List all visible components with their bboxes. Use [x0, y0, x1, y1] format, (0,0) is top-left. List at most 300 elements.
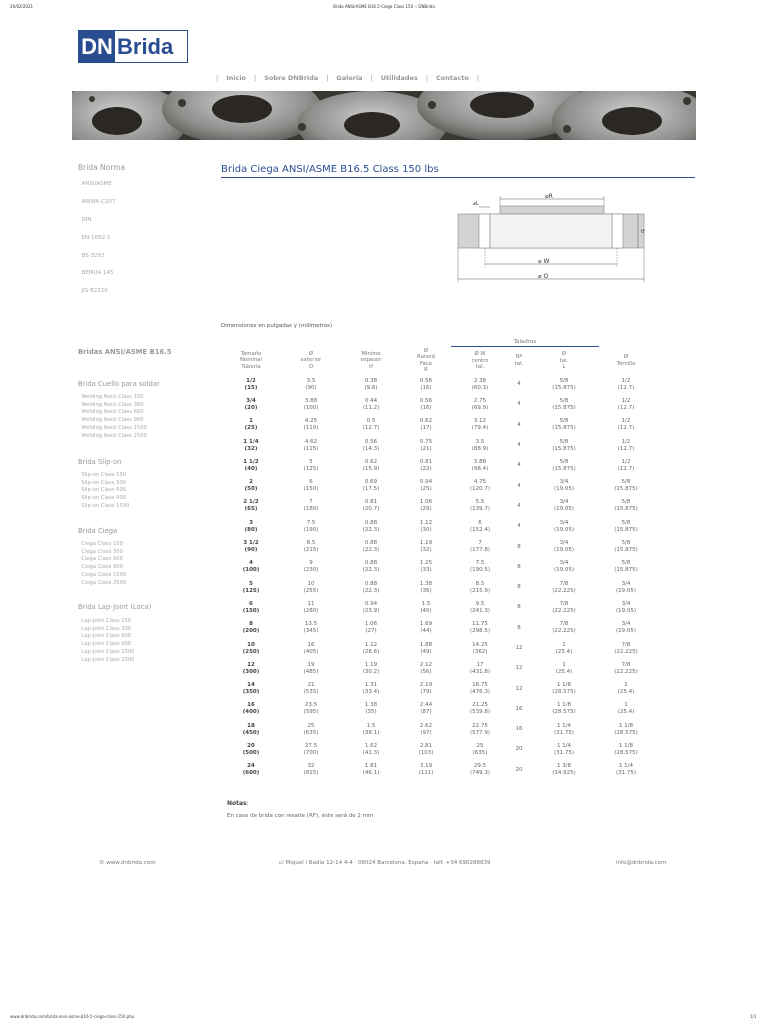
cell-line: 8.5	[306, 540, 316, 547]
cell-r	[401, 618, 451, 638]
cell-l	[529, 476, 599, 496]
cell-line: (22.3)	[362, 587, 380, 594]
cell-n: 4	[517, 442, 521, 449]
cell-line: (69.9)	[471, 404, 489, 411]
sidebar-group-title: Brida Ciega	[78, 527, 118, 535]
cell-line: 2.12	[419, 661, 433, 668]
cell-line: 32	[307, 763, 315, 770]
cell-line: (22.225)	[614, 648, 638, 655]
cell-l	[529, 699, 599, 719]
cell-line: (19.05)	[615, 628, 637, 635]
cell-line: (405)	[303, 648, 319, 655]
sidebar-link[interactable]: · Welding Neck Class 1500	[78, 424, 147, 431]
sidebar-link[interactable]: · Ciega Class 300	[78, 548, 123, 555]
cell-line: (150)	[242, 607, 260, 614]
cell-line: (46.1)	[362, 770, 380, 777]
cell-size	[221, 517, 281, 537]
cell-r	[401, 720, 451, 740]
cell-line: 0.62	[419, 418, 433, 425]
cell-line: (11.2)	[362, 404, 380, 411]
column-header-line: espesor	[360, 357, 382, 364]
cell-line: (577.9)	[469, 729, 491, 736]
cell-line: 7/8	[621, 641, 631, 648]
nav-item-galeria[interactable]: Galeria	[336, 74, 363, 82]
cell-tf	[341, 517, 401, 537]
cell-l	[529, 395, 599, 415]
cell-size	[221, 760, 281, 780]
cell-line: 1.38	[419, 580, 433, 587]
cell-line: (749.3)	[469, 770, 491, 777]
sidebar-link[interactable]: · Lap-Joint Class 900	[78, 641, 132, 648]
column-header-line: Ø	[623, 354, 629, 361]
cell-line: (19.05)	[615, 587, 637, 594]
cell-bolt	[599, 598, 653, 618]
sidebar-link[interactable]: · Slip-on Class 600	[78, 487, 127, 494]
units-note: Dimensiones en pulgadas y (milímetros)	[221, 323, 333, 329]
cell-n: 4	[517, 523, 521, 530]
sidebar-link-jis[interactable]: · JIS B2220	[78, 288, 108, 294]
footer-email-link[interactable]: info@dnbrida.com	[616, 860, 667, 866]
sidebar-link-ansi[interactable]: · ANSI/ASME	[78, 181, 112, 187]
cell-line: (98.4)	[471, 465, 489, 472]
cell-line: 2.75	[473, 397, 487, 404]
sidebar-link[interactable]: · Welding Neck Class 300	[78, 401, 144, 408]
column-header	[509, 347, 529, 375]
sidebar-group-list	[78, 472, 129, 511]
cell-n: 20	[515, 746, 523, 753]
sidebar-link[interactable]: · Ciega Class 1500	[78, 571, 127, 578]
cell-line: (15.875)	[552, 465, 576, 472]
cell-r	[401, 598, 451, 618]
sidebar-heading-norma: Brida Norma	[78, 163, 126, 172]
cell-w	[451, 638, 509, 658]
cell-line: (33)	[420, 567, 432, 574]
cell-line: 0.88	[364, 519, 378, 526]
cell-line: 6	[309, 479, 313, 486]
cell-line: 27.5	[304, 742, 318, 749]
cell-r	[401, 395, 451, 415]
cell-line: 13.5	[304, 621, 318, 628]
cell-line: 0.56	[419, 397, 433, 404]
sidebar-link[interactable]: · Slip-on Class 300	[78, 479, 127, 486]
cell-line: 14	[247, 682, 255, 689]
cell-size	[221, 537, 281, 557]
table-row	[221, 395, 653, 415]
column-header	[401, 347, 451, 375]
sidebar-heading-ansi: Bridas ANSI/ASME B16.5	[78, 348, 172, 356]
cell-w	[451, 537, 509, 557]
nav-item-sobre[interactable]: Sobre DNBrida	[264, 74, 319, 82]
sidebar-link[interactable]: · Lap-Joint Class 300	[78, 625, 132, 632]
cell-line: (19.05)	[553, 506, 575, 513]
cell-line: 22.75	[472, 722, 488, 729]
nav-item-contacto[interactable]: Contacto	[436, 74, 469, 82]
cell-w	[451, 476, 509, 496]
cell-line: 1 1/8	[556, 682, 572, 689]
cell-line: (635)	[472, 749, 488, 756]
print-url: www.dnbrida.com/brida-ansi-asme-b16-5-ciega-class-150.php	[10, 1014, 135, 1019]
cell-n: 12	[515, 645, 523, 651]
nav-separator: |	[326, 74, 329, 82]
cell-line: (31.75)	[553, 729, 575, 736]
print-title: Brida ANSI/ASME B16.5 Ciega Class 150 :: DNBrida	[333, 4, 435, 9]
cell-bolt	[599, 537, 653, 557]
cell-bolt	[599, 415, 653, 435]
cell-w	[451, 415, 509, 435]
cell-n: 8	[517, 584, 521, 591]
sidebar-link[interactable]: · Welding Neck Class 600	[78, 409, 144, 416]
sidebar-group-list	[78, 541, 126, 587]
cell-n: 8	[517, 604, 521, 611]
notes-label-colon: :	[246, 800, 249, 807]
cell-line: (535)	[303, 689, 319, 696]
cell-line: (12.7)	[617, 425, 635, 432]
cell-line: (298.5)	[469, 628, 491, 635]
cell-n: 4	[517, 421, 521, 428]
cell-line: 16	[307, 641, 315, 648]
cell-line: (22.3)	[362, 567, 380, 574]
cell-bolt	[599, 557, 653, 577]
cell-line: (21)	[420, 445, 432, 452]
cell-r	[401, 760, 451, 780]
cell-o	[281, 557, 341, 577]
cell-line: (20.7)	[362, 506, 380, 513]
cell-r	[401, 435, 451, 455]
cell-line: (190)	[303, 526, 319, 533]
cell-line: 0.62	[364, 458, 378, 465]
cell-line: (33.4)	[362, 689, 380, 696]
cell-w	[451, 618, 509, 638]
cell-line: 1	[624, 702, 628, 709]
cell-size	[221, 456, 281, 476]
cell-bolt	[599, 760, 653, 780]
sidebar-link[interactable]: · Lap-Joint Class 1500	[78, 648, 135, 655]
table-row	[221, 760, 653, 780]
cell-line: 2.19	[419, 682, 433, 689]
table-header-row	[221, 347, 653, 375]
cell-bolt	[599, 476, 653, 496]
sidebar-group-list	[78, 394, 147, 440]
cell-l	[529, 537, 599, 557]
cell-line: (15.875)	[614, 526, 638, 533]
cell-w	[451, 375, 509, 395]
header-spacer	[221, 338, 451, 347]
sidebar-link[interactable]: · Slip-on Class 900	[78, 495, 127, 502]
cell-line: (12.7)	[617, 404, 635, 411]
cell-line: 16	[247, 702, 255, 709]
cell-line: 5/8	[621, 499, 631, 506]
cell-line: 2.44	[419, 702, 433, 709]
cell-line: 3.12	[473, 418, 487, 425]
sidebar-link[interactable]: · Ciega Class 2500	[78, 579, 127, 586]
cell-line: 0.81	[419, 458, 433, 465]
cell-line: (28.575)	[614, 729, 638, 736]
cell-line: 5/8	[621, 540, 631, 547]
column-header-line: Tornillo	[616, 360, 636, 367]
cell-line: 0.69	[364, 479, 378, 486]
footer-copyright[interactable]: © www.dnbrida.com	[99, 860, 156, 866]
cell-size	[221, 557, 281, 577]
column-header-line: tf	[369, 363, 373, 370]
cell-line: 11	[307, 600, 315, 607]
cell-bolt	[599, 395, 653, 415]
cell-bolt	[599, 659, 653, 679]
cell-line: (190.5)	[469, 567, 491, 574]
cell-line: 3/4	[559, 499, 569, 506]
cell-size	[221, 476, 281, 496]
cell-line: 7	[478, 540, 482, 547]
sidebar-link-en[interactable]: · EN-1092-1	[78, 235, 111, 241]
cell-line: (700)	[303, 749, 319, 756]
cell-line: 1 1/2	[243, 458, 259, 465]
cell-line: (139.7)	[469, 506, 491, 513]
cell-line: 9.5	[475, 600, 485, 607]
sidebar-link[interactable]: · Lap-Joint Class 600	[78, 633, 132, 640]
cell-line: (65)	[244, 506, 258, 513]
cell-line: (40)	[420, 607, 432, 614]
cell-bolt	[599, 517, 653, 537]
cell-w	[451, 720, 509, 740]
cell-line: 0.56	[364, 438, 378, 445]
cell-line: (12.7)	[617, 465, 635, 472]
sidebar-link-awwa[interactable]: · AWWA C207	[78, 199, 116, 205]
cell-size	[221, 679, 281, 699]
sidebar-link[interactable]: · Slip-on Class 1500	[78, 502, 130, 509]
sidebar-link-bemua[interactable]: · BEMUA 145	[78, 270, 114, 276]
cell-line: (15.875)	[614, 506, 638, 513]
nav-separator: |	[476, 74, 480, 82]
cell-line: (25.4)	[555, 668, 573, 675]
cell-line: (280)	[303, 607, 319, 614]
cell-r	[401, 476, 451, 496]
cell-n: 16	[515, 705, 523, 712]
cell-n: 8	[517, 624, 521, 631]
cell-line: 10	[247, 641, 255, 648]
cell-line: 0.81	[364, 499, 378, 506]
cell-w	[451, 435, 509, 455]
cell-size	[221, 496, 281, 516]
cell-line: 1 1/4	[243, 438, 259, 445]
cell-line: (12.7)	[362, 425, 380, 432]
cell-line: 2.62	[419, 722, 433, 729]
sidebar-link[interactable]: · Slip-on Class 150	[78, 472, 127, 478]
cell-line: 3/4	[621, 621, 631, 628]
cell-line: 4.62	[304, 438, 318, 445]
cell-o	[281, 720, 341, 740]
cell-line: (15.875)	[552, 425, 576, 432]
cell-line: 1/2	[621, 397, 631, 404]
column-header	[529, 347, 599, 375]
nav-item-utilidades[interactable]: Utilidades	[380, 74, 418, 82]
cell-line: 1.38	[364, 702, 378, 709]
cell-l	[529, 496, 599, 516]
sidebar-link[interactable]: · Welding Neck Class 2500	[78, 432, 147, 439]
cell-l	[529, 415, 599, 435]
cell-o	[281, 476, 341, 496]
table-row	[221, 517, 653, 537]
cell-tf	[341, 577, 401, 597]
sidebar-link[interactable]: · Lap-Joint Class 2500	[78, 656, 135, 663]
sidebar-link[interactable]: · Ciega Class 900	[78, 564, 123, 571]
nav-separator: |	[370, 74, 373, 82]
table-row	[221, 577, 653, 597]
cell-line: 18	[247, 722, 255, 729]
cell-line: (19.05)	[553, 567, 575, 574]
flanges-photo	[72, 91, 696, 140]
table-row	[221, 537, 653, 557]
cell-line: (30)	[420, 526, 432, 533]
cell-line: 4.25	[304, 418, 318, 425]
cell-line: (22.225)	[552, 628, 576, 635]
cell-line: 1	[624, 682, 628, 689]
cell-line: (23.9)	[362, 607, 380, 614]
cell-line: (12.7)	[617, 445, 635, 452]
table-row	[221, 476, 653, 496]
cell-r	[401, 456, 451, 476]
cell-r	[401, 659, 451, 679]
cell-l	[529, 435, 599, 455]
column-header-line: Ø	[423, 347, 429, 354]
nav-separator: |	[425, 74, 429, 82]
label-w: ⌀ W	[538, 258, 550, 265]
cell-line: 1.12	[364, 641, 378, 648]
cell-bolt	[599, 720, 653, 740]
cell-line: (35)	[365, 709, 377, 716]
cell-line: (111)	[418, 770, 434, 777]
cell-line: (500)	[242, 749, 260, 756]
cell-line: (79.4)	[471, 425, 489, 432]
cell-line: (450)	[242, 729, 260, 736]
cell-line: 25	[476, 742, 484, 749]
cell-line: (22.3)	[362, 526, 380, 533]
cell-l	[529, 577, 599, 597]
cell-line: (87)	[420, 709, 432, 716]
cell-line: (125)	[242, 587, 260, 594]
cell-line: 1	[249, 418, 253, 425]
cell-tf	[341, 395, 401, 415]
cell-line: 0.5	[366, 418, 376, 425]
cell-line: (50)	[244, 486, 258, 493]
cell-line: 19	[307, 661, 315, 668]
cell-line: 0.94	[419, 479, 433, 486]
cell-line: 1.31	[364, 682, 378, 689]
cell-line: (97)	[420, 729, 432, 736]
column-header-line: Ø	[561, 351, 567, 358]
cell-size	[221, 740, 281, 760]
cell-o	[281, 618, 341, 638]
table-row	[221, 496, 653, 516]
sidebar-link-din[interactable]: · DIN	[78, 217, 92, 223]
cell-line: (19.05)	[553, 486, 575, 493]
logo-dn: DN	[79, 31, 115, 62]
cell-line: 1.19	[419, 540, 433, 547]
cell-line: 3.19	[419, 763, 433, 770]
cell-size	[221, 435, 281, 455]
cell-n: 16	[515, 726, 523, 733]
cell-line: (25.4)	[617, 689, 635, 696]
cell-line: (350)	[242, 689, 260, 696]
sidebar-link[interactable]: · Lap-Joint Class 150	[78, 618, 132, 624]
cell-line: 1.69	[419, 621, 433, 628]
column-header-line: Ø	[308, 350, 314, 357]
cell-n: 4	[517, 462, 521, 469]
cell-line: 0.38	[364, 377, 378, 384]
sidebar-link[interactable]: · Ciega Class 600	[78, 556, 123, 563]
cell-line: 5	[249, 580, 253, 587]
cell-r	[401, 496, 451, 516]
cell-size	[221, 720, 281, 740]
cell-line: 1.88	[419, 641, 433, 648]
cell-o	[281, 679, 341, 699]
sidebar-link[interactable]: · Ciega Class 150	[78, 541, 123, 547]
table-row	[221, 415, 653, 435]
cell-w	[451, 557, 509, 577]
cell-line: (215)	[303, 547, 319, 554]
nav-item-inicio[interactable]: Inicio	[226, 74, 247, 82]
cell-line: (345)	[303, 628, 319, 635]
cell-line: 1.12	[419, 519, 433, 526]
cell-line: 7	[309, 499, 313, 506]
cell-line: (431.8)	[469, 668, 491, 675]
cell-line: 7/8	[559, 621, 569, 628]
column-header-line: Ø W	[474, 351, 486, 358]
cell-line: (79)	[420, 689, 432, 696]
table-row	[221, 720, 653, 740]
cell-line: 5/8	[559, 418, 569, 425]
column-header-line: tal.	[559, 357, 569, 364]
cell-size	[221, 638, 281, 658]
column-header	[281, 347, 341, 375]
cell-tf	[341, 760, 401, 780]
cell-o	[281, 415, 341, 435]
sidebar-link[interactable]: · Welding Neck Class 150	[78, 394, 144, 400]
cell-o	[281, 760, 341, 780]
cell-line: (15.875)	[552, 404, 576, 411]
cell-line: (15.9)	[362, 465, 380, 472]
table-row	[221, 557, 653, 577]
cell-l	[529, 375, 599, 395]
cell-line: 1 3/8	[556, 763, 572, 770]
dnbrida-logo[interactable]	[78, 30, 188, 63]
sidebar-link-bs[interactable]: · BS-3293	[78, 253, 105, 259]
cell-size	[221, 395, 281, 415]
cell-line: 3/4	[559, 560, 569, 567]
logo-brida: Brida	[117, 34, 174, 59]
column-header-line: tal.	[514, 360, 524, 367]
cell-o	[281, 537, 341, 557]
cell-o	[281, 456, 341, 476]
cell-line: 3/4	[559, 479, 569, 486]
cell-line: (150)	[303, 486, 319, 493]
sidebar-group-title: Brida Slip-on	[78, 458, 122, 466]
cell-bolt	[599, 638, 653, 658]
sidebar-link[interactable]: · Welding Neck Class 900	[78, 417, 144, 424]
cell-line: 1	[562, 661, 566, 668]
cell-line: (110)	[303, 425, 319, 432]
cell-n: 4	[517, 482, 521, 489]
header-taladros: Taladros	[451, 338, 599, 347]
cell-l	[529, 618, 599, 638]
cell-w	[451, 740, 509, 760]
cell-l	[529, 659, 599, 679]
cell-line: (15.875)	[614, 567, 638, 574]
cell-line: (32)	[244, 445, 258, 452]
cell-line: (41.3)	[362, 749, 380, 756]
cell-line: 29.5	[473, 763, 487, 770]
cell-line: (28.575)	[552, 709, 576, 716]
cell-line: (100)	[303, 404, 319, 411]
cell-line: 3.5	[306, 377, 316, 384]
